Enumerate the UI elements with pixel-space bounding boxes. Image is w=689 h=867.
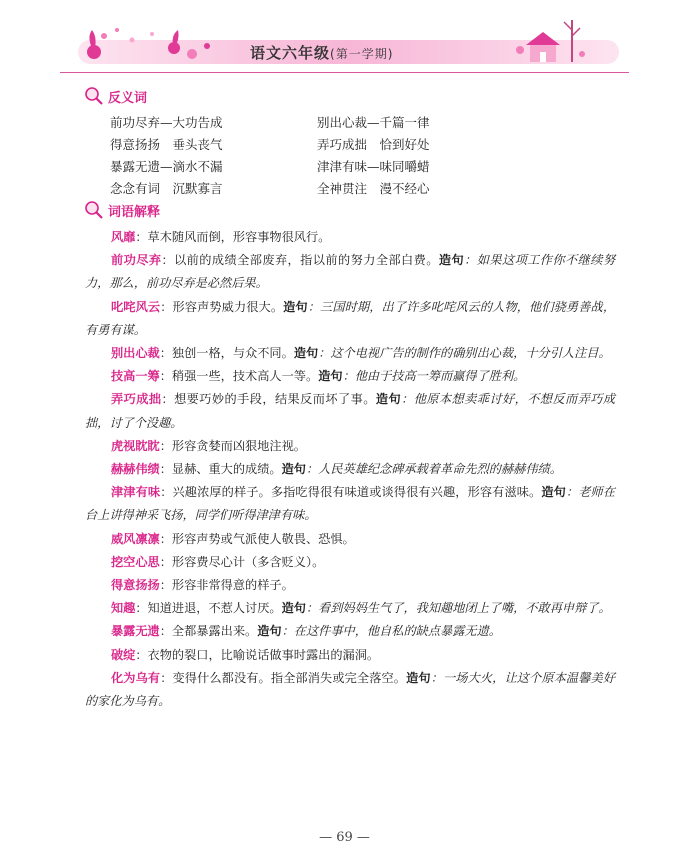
example-sentence: ：他原本想卖乖讨好，不想反而弄巧成拙，讨了个没趣。 xyxy=(85,392,616,430)
magnifier-icon xyxy=(84,200,104,220)
example-label: 造句 xyxy=(318,369,343,384)
example-sentence: ：这个电视广告的制作的确别出心裁，十分引人注目。 xyxy=(318,346,611,361)
term: 知趣 xyxy=(111,601,136,616)
antonym-row xyxy=(110,134,580,156)
definition-text: ：知道进退，不惹人讨厌。 xyxy=(135,601,282,616)
section-title: 词语解释 xyxy=(108,204,161,220)
definition-entry xyxy=(85,249,615,295)
example-sentence: ：老师在台上讲得神采飞扬，同学们听得津津有味。 xyxy=(85,485,616,523)
definition-entry xyxy=(85,226,615,249)
antonym-pair: 津津有味—味同嚼蜡 xyxy=(317,159,430,174)
house-tree-decoration-icon xyxy=(510,10,590,70)
magnifier-icon xyxy=(84,86,104,106)
example-label: 造句 xyxy=(406,670,431,685)
definition-entry xyxy=(85,667,615,713)
example-label: 造句 xyxy=(541,485,566,500)
definition-text: ：稍强一些，技术高人一等。 xyxy=(159,369,319,384)
antonym-pair: 全神贯注 漫不经心 xyxy=(317,181,430,196)
example-sentence: ：他由于技高一筹而赢得了胜利。 xyxy=(342,369,526,384)
term: 威风凛凛 xyxy=(111,531,160,546)
term: 别出心裁 xyxy=(111,346,160,361)
header-divider xyxy=(60,72,629,73)
definition-text: ：想要巧妙的手段，结果反而坏了事。 xyxy=(161,392,376,407)
term: 得意扬扬 xyxy=(111,578,160,593)
definition-entry xyxy=(85,435,615,458)
definition-entry xyxy=(85,388,615,434)
antonym-row xyxy=(110,112,580,134)
antonym-pair: 别出心裁—千篇一律 xyxy=(317,115,430,130)
definition-entry xyxy=(85,644,615,667)
definition-entry xyxy=(85,296,615,342)
definition-list xyxy=(85,226,615,713)
definition-entry xyxy=(85,551,615,574)
term: 破绽 xyxy=(111,647,136,662)
definition-text: ：形容声势或气派使人敬畏、恐惧。 xyxy=(159,531,355,546)
term: 津津有味 xyxy=(111,485,161,500)
book-title: 语文六年级(第一学期) xyxy=(250,44,394,62)
example-label: 造句 xyxy=(281,462,306,477)
example-sentence: ：如果这项工作你不继续努力，那么，前功尽弃是必然后果。 xyxy=(85,253,616,291)
example-label: 造句 xyxy=(293,346,319,361)
definition-entry xyxy=(85,620,615,643)
antonym-pair: 前功尽弃—大功告成 xyxy=(110,115,223,130)
example-label: 造句 xyxy=(438,253,465,268)
definition-text: ：显赫、重大的成绩。 xyxy=(159,462,282,477)
page-header xyxy=(0,0,689,82)
example-label: 造句 xyxy=(257,624,282,639)
definition-entry xyxy=(85,458,615,481)
definition-entry xyxy=(85,481,615,527)
definition-text: ：草木随风而倒，形容事物很风行。 xyxy=(135,230,331,244)
example-sentence: ：三国时期，出了许多叱咤风云的人物，他们骁勇善战，有勇有谋。 xyxy=(85,299,616,337)
example-label: 造句 xyxy=(283,299,308,314)
term: 化为乌有 xyxy=(111,670,161,685)
term: 弄巧成拙 xyxy=(111,392,162,407)
definition-text: ：形容非常得意的样子。 xyxy=(159,578,294,593)
term: 暴露无遗 xyxy=(111,624,160,639)
definition-entry xyxy=(85,365,615,388)
antonym-pair: 暴露无遗—滴水不漏 xyxy=(110,159,223,174)
definition-entry xyxy=(85,597,615,620)
antonym-list xyxy=(110,112,580,200)
term: 叱咤风云 xyxy=(111,299,161,314)
definition-text: ：形容贪婪而凶狠地注视。 xyxy=(159,438,306,453)
example-label: 造句 xyxy=(281,601,306,616)
example-sentence: ：人民英雄纪念碑承载着革命先烈的赫赫伟绩。 xyxy=(306,462,562,477)
page-number: — 69 — xyxy=(319,830,370,845)
term: 技高一筹 xyxy=(111,369,160,384)
antonym-row xyxy=(110,178,580,200)
definition-text: ：以前的成绩全部废弃，指以前的努力全部白费。 xyxy=(161,253,439,268)
section-title: 反义词 xyxy=(108,90,148,106)
antonym-pair: 念念有词 沉默寡言 xyxy=(110,181,223,196)
example-sentence: ：看到妈妈生气了，我知趣地闭上了嘴，不敢再申辩了。 xyxy=(306,601,611,616)
definition-entry xyxy=(85,342,615,365)
definition-entry xyxy=(85,574,615,597)
definition-text: ：衣物的裂口，比喻说话做事时露出的漏洞。 xyxy=(135,647,380,662)
definition-text: ：兴趣浓厚的样子。多指吃得很有味道或谈得很有兴趣，形容有滋味。 xyxy=(160,485,542,500)
term: 赫赫伟绩 xyxy=(111,462,160,477)
term: 挖空心思 xyxy=(111,554,160,569)
example-label: 造句 xyxy=(375,392,402,407)
definition-text: ：全都暴露出来。 xyxy=(159,624,258,639)
term: 虎视眈眈 xyxy=(111,438,160,453)
definition-text: ：形容声势威力很大。 xyxy=(160,299,284,314)
definition-text: ：独创一格，与众不同。 xyxy=(159,346,294,361)
definition-entry xyxy=(85,528,615,551)
definition-text: ：形容费尽心计（多含贬义）。 xyxy=(159,554,325,569)
antonym-row xyxy=(110,156,580,178)
antonyms-section-header xyxy=(84,86,147,106)
definition-text: ：变得什么都没有。指全部消失或完全落空。 xyxy=(160,670,407,685)
example-sentence: ：一场大火，让这个原本温馨美好的家化为乌有。 xyxy=(85,670,616,709)
term: 风靡 xyxy=(111,230,136,244)
example-sentence: ：在这件事中，他自私的缺点暴露无遗。 xyxy=(281,624,501,639)
flower-decoration-icon xyxy=(82,22,232,67)
definitions-section-header xyxy=(84,200,160,220)
term: 前功尽弃 xyxy=(111,253,162,268)
antonym-pair: 弄巧成拙 恰到好处 xyxy=(317,137,430,152)
antonym-pair: 得意扬扬 垂头丧气 xyxy=(110,137,223,152)
